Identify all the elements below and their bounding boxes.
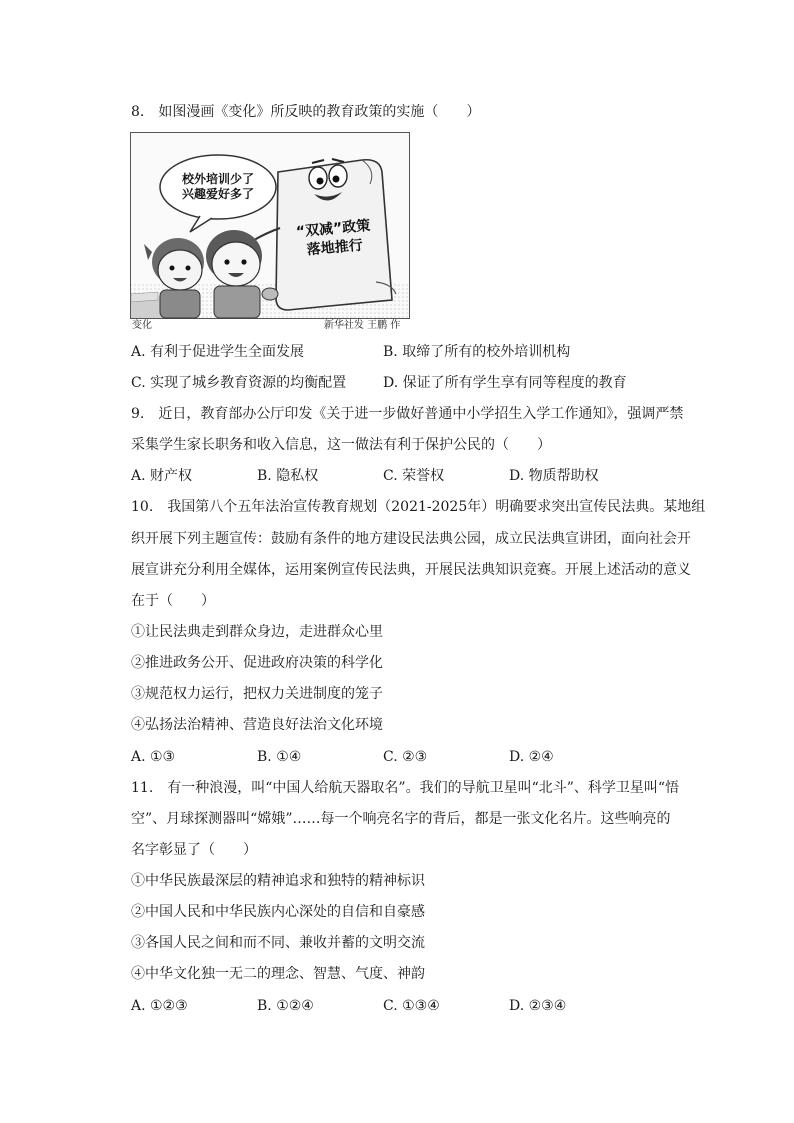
cartoon-caption-credit: 新华社发 王鹏 作	[324, 320, 401, 331]
q9-option-c[interactable]: C. 荣誉权	[383, 468, 445, 484]
q10-item-1: ①让民法典走到群众身边，走进群众心里	[131, 624, 383, 640]
q10-item-3: ③规范权力运行，把权力关进制度的笼子	[131, 686, 383, 702]
q11-item-1: ①中华民族最深层的精神追求和独特的精神标识	[131, 873, 425, 889]
sign-line-2: 落地推行	[306, 237, 364, 259]
q10-option-a[interactable]: A. ①③	[131, 749, 176, 765]
q10-option-b[interactable]: B. ①④	[257, 749, 302, 765]
q10-option-d[interactable]: D. ②④	[509, 749, 554, 765]
q8-option-b[interactable]: B. 取缔了所有的校外培训机构	[383, 344, 571, 360]
q11-stem-line-2: 空”、月球探测器叫“嫦娥”……每一个响亮名字的背后，都是一张文化名片。这些响亮的	[131, 811, 671, 827]
sign-line-1: “双减”政策	[295, 217, 371, 241]
q8-stem: 8. 如图漫画《变化》所反映的教育政策的实施（ ）	[131, 104, 481, 120]
q11-stem-line-3: 名字彰显了（ ）	[131, 842, 257, 858]
q9-option-d[interactable]: D. 物质帮助权	[509, 468, 599, 484]
q11-option-c[interactable]: C. ①③④	[383, 998, 440, 1014]
q11-option-a[interactable]: A. ①②③	[131, 998, 188, 1014]
q9-stem-line-1: 9. 近日，教育部办公厅印发《关于进一步做好普通中小学招生入学工作通知》，强调严禁	[131, 406, 684, 422]
q11-stem-line-1: 11. 有一种浪漫，叫“中国人给航天器取名”。我们的导航卫星叫“北斗”、科学卫星叫“悟	[131, 780, 680, 796]
cartoon-image	[130, 132, 410, 334]
q10-stem-line-4: 在于（ ）	[131, 593, 215, 609]
q10-stem-line-2: 织开展下列主题宣传：鼓励有条件的地方建设民法典公园，成立民法典宣讲团，面向社会开	[131, 531, 691, 547]
q8-option-c[interactable]: C. 实现了城乡教育资源的均衡配置	[131, 375, 347, 391]
speech-bubble-line-2: 兴趣爱好多了	[181, 187, 254, 201]
q9-option-b[interactable]: B. 隐私权	[257, 468, 319, 484]
q11-option-b[interactable]: B. ①②④	[257, 998, 314, 1014]
q10-option-c[interactable]: C. ②③	[383, 749, 428, 765]
q10-stem-line-1: 10. 我国第八个五年法治宣传教育规划（2021-2025年）明确要求突出宣传民法典。某地组	[131, 499, 706, 515]
q11-item-3: ③各国人民之间和而不同、兼收并蓄的文明交流	[131, 935, 425, 951]
q10-item-4: ④弘扬法治精神、营造良好法治文化环境	[131, 717, 383, 733]
q8-option-d[interactable]: D. 保证了所有学生享有同等程度的教育	[383, 375, 627, 391]
q9-option-a[interactable]: A. 财产权	[131, 468, 193, 484]
q11-option-d[interactable]: D. ②③④	[509, 998, 567, 1014]
q8-option-a[interactable]: A. 有利于促进学生全面发展	[131, 344, 305, 360]
q11-item-2: ②中国人民和中华民族内心深处的自信和自豪感	[131, 904, 425, 920]
q11-item-4: ④中华文化独一无二的理念、智慧、气度、神韵	[131, 966, 425, 982]
q9-stem-line-2: 采集学生家长职务和收入信息，这一做法有利于保护公民的（ ）	[131, 437, 551, 453]
speech-bubble-line-1: 校外培训少了	[181, 172, 254, 186]
cartoon-caption-title: 变化	[132, 320, 152, 331]
q10-item-2: ②推进政务公开、促进政府决策的科学化	[131, 655, 383, 671]
q10-stem-line-3: 展宣讲充分利用全媒体，运用案例宣传民法典，开展民法典知识竞赛。开展上述活动的意义	[131, 562, 691, 578]
